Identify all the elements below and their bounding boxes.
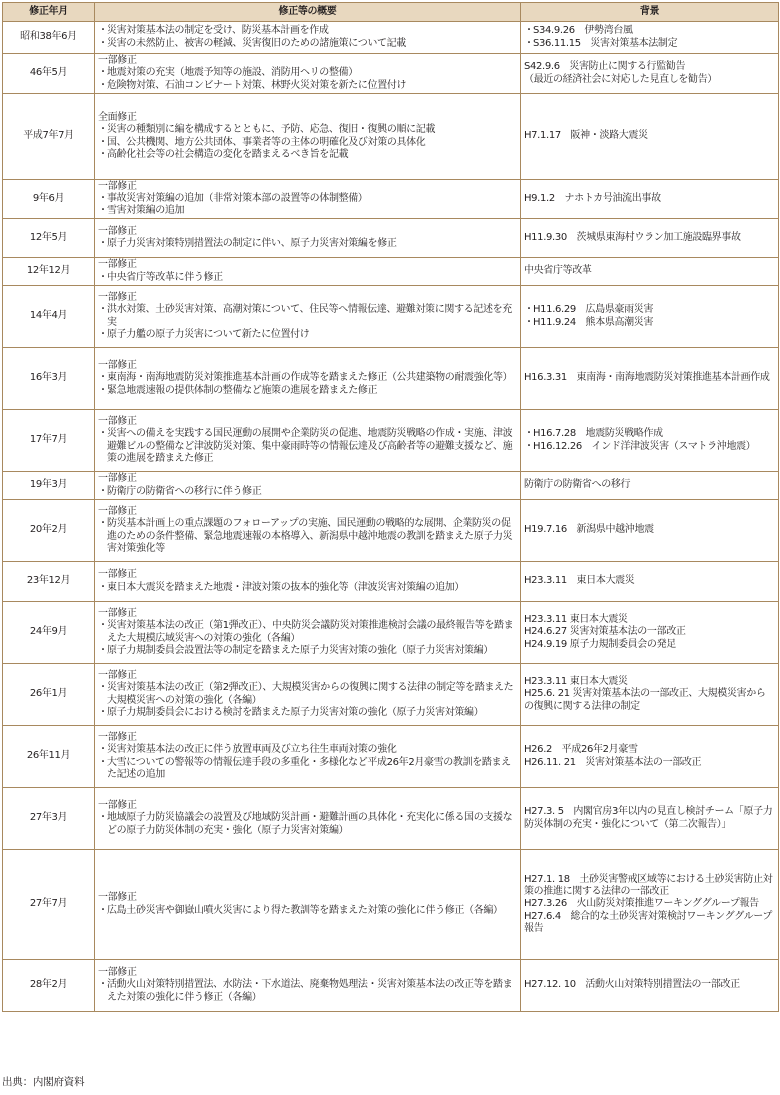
- revision-date-cell: 23年12月: [3, 562, 95, 602]
- background-text-line: H26.2 平成26年2月豪雪: [524, 744, 638, 756]
- table-row: [3, 180, 779, 219]
- revision-summary-cell: [95, 960, 521, 1012]
- revision-background-cell: [521, 219, 779, 258]
- revision-background-cell: [521, 410, 779, 472]
- table-row: [3, 22, 779, 54]
- summary-text-line: 一部修正: [98, 259, 137, 271]
- summary-bullet-item: ・ 洪水対策、土砂災害対策、高潮対策について、住民等へ情報伝達、避難対策に関する記述を充実: [98, 304, 517, 329]
- table-row: [3, 602, 779, 664]
- summary-text-line: 一部修正: [98, 55, 137, 67]
- revision-background-cell: [521, 94, 779, 180]
- revision-date-cell: 昭和38年6月: [3, 22, 95, 54]
- revision-history-table: [2, 2, 779, 1012]
- background-bullet-item: ・ S34.9.26 伊勢湾台風: [524, 25, 775, 37]
- background-text-line: H26.11. 21 災害対策基本法の一部改正: [524, 756, 702, 768]
- revision-summary-cell: [95, 788, 521, 850]
- revision-date-cell: 27年3月: [3, 788, 95, 850]
- revision-background-cell: [521, 54, 779, 94]
- background-text-line: H16.3.31 東南海・南海地震防災対策推進基本計画作成: [524, 372, 770, 384]
- revision-background-cell: [521, 960, 779, 1012]
- revision-date-cell: 14年4月: [3, 286, 95, 348]
- summary-bullet-item: ・ 緊急地震速報の提供体制の整備など施策の進展を踏まえた修正: [98, 385, 517, 397]
- background-bullet-item: ・ H11.9.24 熊本県高潮災害: [524, 317, 775, 329]
- summary-text-line: 一部修正: [98, 669, 137, 681]
- background-text-line: H23.3.11 東日本大震災: [524, 575, 635, 587]
- summary-bullet-item: ・ 防衛庁の防衛省への移行に伴う修正: [98, 486, 517, 498]
- summary-text-line: 一部修正: [98, 415, 137, 427]
- revision-summary-cell: [95, 602, 521, 664]
- revision-date-cell: 46年5月: [3, 54, 95, 94]
- summary-text-line: 一部修正: [98, 967, 137, 979]
- table-row: [3, 960, 779, 1012]
- revision-summary-cell: [95, 410, 521, 472]
- summary-bullet-item: ・ 中央省庁等改革に伴う修正: [98, 272, 517, 284]
- summary-bullet-item: ・ 災害対策基本法の制定を受け、防災基本計画を作成: [98, 25, 517, 37]
- revision-summary-cell: [95, 94, 521, 180]
- summary-bullet-item: ・ 防災基本計画上の重点課題のフォローアップの実施、国民運動の戦略的な展開、企業防災の促進のための条件整備、緊急地震速報の本格導入、新潟県中越沖地震の教訓を踏まえた原子力災害対策強化等: [98, 518, 517, 555]
- table-row: [3, 472, 779, 500]
- revision-date-cell: 12年5月: [3, 219, 95, 258]
- summary-text-line: 一部修正: [98, 360, 137, 372]
- summary-text-line: 一部修正: [98, 731, 137, 743]
- summary-bullet-item: ・ 高齢化社会等の社会構造の変化を踏まえるべき旨を記載: [98, 149, 517, 161]
- summary-bullet-item: ・ 災害対策基本法の改正（第1弾改正）、中央防災会議防災対策推進検討会議の最終報告等を踏まえた大規模広域災害への対策の強化（各編）: [98, 620, 517, 645]
- table-body: [3, 22, 779, 1012]
- background-text-line: H7.1.17 阪神・淡路大震災: [524, 130, 648, 142]
- table-row: [3, 664, 779, 726]
- revision-date-cell: 16年3月: [3, 348, 95, 410]
- background-text-line: H24.6.27 災害対策基本法の一部改正: [524, 626, 686, 638]
- revision-background-cell: [521, 726, 779, 788]
- revision-background-cell: [521, 850, 779, 960]
- revision-background-cell: [521, 788, 779, 850]
- background-bullet-item: ・ H16.12.26 インド洋津波災害（スマトラ沖地震）: [524, 441, 775, 453]
- summary-bullet-item: ・ 危険物対策、石油コンビナート対策、林野火災対策を新たに位置付け: [98, 80, 517, 92]
- revision-date-cell: 9年6月: [3, 180, 95, 219]
- revision-date-cell: 19年3月: [3, 472, 95, 500]
- table-row: [3, 94, 779, 180]
- revision-date-cell: 17年7月: [3, 410, 95, 472]
- revision-summary-cell: [95, 54, 521, 94]
- revision-date-cell: 26年11月: [3, 726, 95, 788]
- summary-text-line: 一部修正: [98, 473, 137, 485]
- background-bullet-item: ・ S36.11.15 災害対策基本法制定: [524, 38, 775, 50]
- table-header-row: [3, 3, 779, 22]
- table-row: [3, 788, 779, 850]
- summary-bullet-item: ・ 災害への備えを実践する国民運動の展開や企業防災の促進、地震防災戦略の作成・実施、津波避難ビルの整備など津波防災対策、集中豪雨時等の情報伝達及び高齢者等の避難支援など、施策の進展を踏まえた修正: [98, 428, 517, 465]
- header-summary: 修正等の概要: [95, 3, 521, 22]
- summary-bullet-item: ・ 広島土砂災害や御嶽山噴火災害により得た教訓等を踏まえた対策の強化に伴う修正（各編）: [98, 905, 517, 917]
- revision-date-cell: 平成7年7月: [3, 94, 95, 180]
- summary-text-line: 一部修正: [98, 892, 137, 904]
- summary-text-line: 一部修正: [98, 607, 137, 619]
- table-row: [3, 562, 779, 602]
- background-text-line: H23.3.11 東日本大震災: [524, 614, 628, 626]
- revision-summary-cell: [95, 286, 521, 348]
- background-text-line: S42.9.6 災害防止に関する行監勧告: [524, 61, 686, 73]
- table-row: [3, 219, 779, 258]
- revision-date-cell: 24年9月: [3, 602, 95, 664]
- background-text-line: H27.12. 10 活動火山対策特別措置法の一部改正: [524, 979, 740, 991]
- background-text-line: H27.1. 18 土砂災害警戒区域等における土砂災害防止対策の推進に関する法律の一部改正: [524, 873, 773, 898]
- summary-bullet-item: ・ 災害対策基本法の改正（第2弾改正）、大規模災害からの復興に関する法律の制定等を踏まえた大規模災害への対策の強化（各編）: [98, 682, 517, 707]
- background-text-line: 中央省庁等改革: [524, 265, 592, 277]
- summary-bullet-item: ・ 雪害対策編の追加: [98, 205, 517, 217]
- table-row: [3, 54, 779, 94]
- revision-background-cell: [521, 348, 779, 410]
- summary-text-line: 一部修正: [98, 225, 137, 237]
- revision-summary-cell: [95, 219, 521, 258]
- table-row: [3, 286, 779, 348]
- summary-bullet-item: ・ 原子力規制委員会における検討を踏まえた原子力災害対策の強化（原子力災害対策編）: [98, 707, 517, 719]
- revision-background-cell: [521, 664, 779, 726]
- background-text-line: 防衛庁の防衛省への移行: [524, 479, 631, 491]
- background-text-line: H25.6. 21 災害対策基本法の一部改正、大規模災害からの復興に関する法律の制定: [524, 688, 766, 712]
- summary-bullet-item: ・ 東南海・南海地震防災対策推進基本計画の作成等を踏まえた修正（公共建築物の耐震強化等）: [98, 372, 517, 384]
- revision-date-cell: 20年2月: [3, 500, 95, 562]
- summary-text-line: 一部修正: [98, 505, 137, 517]
- revision-background-cell: [521, 286, 779, 348]
- summary-text-line: 一部修正: [98, 569, 137, 581]
- summary-bullet-item: ・ 災害の種類別に編を構成するとともに、予防、応急、復旧・復興の順に記載: [98, 124, 517, 136]
- summary-bullet-item: ・ 地域原子力防災協議会の設置及び地域防災計画・避難計画の具体化・充実化に係る国の支援などの原子力防災体制の充実・強化（原子力災害対策編）: [98, 812, 517, 837]
- table-row: [3, 348, 779, 410]
- summary-text-line: 一部修正: [98, 180, 137, 192]
- table-row: [3, 500, 779, 562]
- header-background: 背景: [521, 3, 779, 22]
- revision-background-cell: [521, 562, 779, 602]
- revision-background-cell: [521, 472, 779, 500]
- revision-date-cell: 28年2月: [3, 960, 95, 1012]
- source-note: 出典：内閣府資料: [2, 1076, 85, 1088]
- summary-bullet-item: ・ 災害の未然防止、被害の軽減、災害復旧のための諸施策について記載: [98, 38, 517, 50]
- summary-bullet-item: ・ 東日本大震災を踏まえた地震・津波対策の抜本的強化等（津波災害対策編の追加）: [98, 582, 517, 594]
- revision-summary-cell: [95, 664, 521, 726]
- revision-background-cell: [521, 258, 779, 286]
- summary-bullet-item: ・ 国、公共機関、地方公共団体、事業者等の主体の明確化及び対策の具体化: [98, 137, 517, 149]
- summary-bullet-item: ・ 原子力災害対策特別措置法の制定に伴い、原子力災害対策編を修正: [98, 238, 517, 250]
- revision-summary-cell: [95, 258, 521, 286]
- revision-background-cell: [521, 500, 779, 562]
- revision-summary-cell: [95, 562, 521, 602]
- summary-text-line: 一部修正: [98, 800, 137, 812]
- table-row: [3, 850, 779, 960]
- table-row: [3, 258, 779, 286]
- background-text-line: H19.7.16 新潟県中越沖地震: [524, 524, 654, 536]
- summary-bullet-item: ・ 事故災害対策編の追加（非常対策本部の設置等の体制整備）: [98, 193, 517, 205]
- table-row: [3, 410, 779, 472]
- background-text-line: H27.3.26 火山防災対策推進ワーキンググループ報告: [524, 898, 759, 910]
- summary-bullet-item: ・ 地震対策の充実（地震予知等の施設、消防用ヘリの整備）: [98, 67, 517, 79]
- background-text-line: H11.9.30 茨城県東海村ウラン加工施設臨界事故: [524, 231, 741, 243]
- revision-background-cell: [521, 22, 779, 54]
- revision-background-cell: [521, 180, 779, 219]
- revision-date-cell: 26年1月: [3, 664, 95, 726]
- revision-background-cell: [521, 602, 779, 664]
- revision-summary-cell: [95, 850, 521, 960]
- summary-bullet-item: ・ 災害対策基本法の改正に伴う放置車両及び立ち往生車両対策の強化: [98, 744, 517, 756]
- background-text-line: H23.3.11 東日本大震災: [524, 676, 628, 688]
- revision-date-cell: 12年12月: [3, 258, 95, 286]
- background-text-line: H24.9.19 原子力規制委員会の発足: [524, 638, 676, 650]
- summary-bullet-item: ・ 原子力艦の原子力災害について新たに位置付け: [98, 329, 517, 341]
- table-row: [3, 726, 779, 788]
- revision-date-cell: 27年7月: [3, 850, 95, 960]
- header-date: 修正年月: [3, 3, 95, 22]
- revision-summary-cell: [95, 726, 521, 788]
- background-bullet-item: ・ H16.7.28 地震防災戦略作成: [524, 428, 775, 440]
- background-text-line: （最近の経済社会に対応した見直しを勧告）: [524, 73, 717, 85]
- summary-bullet-item: ・ 活動火山対策特別措置法、水防法・下水道法、廃棄物処理法・災害対策基本法の改正等を踏まえた対策の強化に伴う修正（各編）: [98, 979, 517, 1004]
- revision-summary-cell: [95, 472, 521, 500]
- summary-text-line: 一部修正: [98, 291, 137, 303]
- summary-bullet-item: ・ 原子力規制委員会設置法等の制定を踏まえた原子力災害対策の強化（原子力災害対策編）: [98, 645, 517, 657]
- background-text-line: H9.1.2 ナホトカ号油流出事故: [524, 192, 661, 204]
- summary-text-line: 全面修正: [98, 111, 137, 123]
- summary-bullet-item: ・ 大雪についての警報等の情報伝達手段の多重化・多様化など平成26年2月豪雪の教訓を踏まえた記述の追加: [98, 757, 517, 782]
- revision-summary-cell: [95, 348, 521, 410]
- background-text-line: H27.6.4 総合的な土砂災害対策検討ワーキンググループ報告: [524, 910, 773, 934]
- revision-summary-cell: [95, 180, 521, 219]
- revision-summary-cell: [95, 22, 521, 54]
- background-text-line: H27.3. 5 内閣官房3年以内の見直し検討チーム「原子力防災体制の充実・強化について（第二次報告）」: [524, 806, 773, 830]
- background-bullet-item: ・ H11.6.29 広島県豪雨災害: [524, 304, 775, 316]
- revision-summary-cell: [95, 500, 521, 562]
